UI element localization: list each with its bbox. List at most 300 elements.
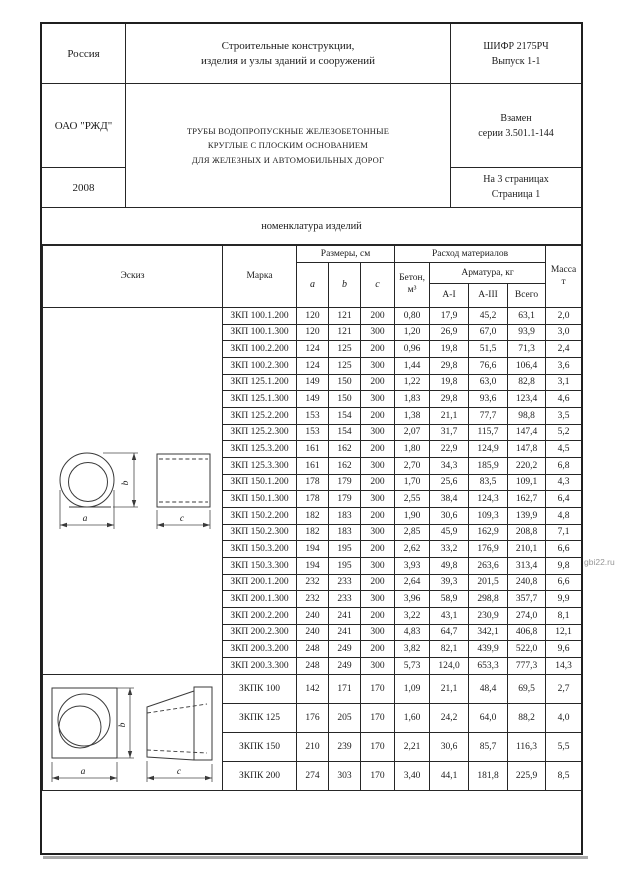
value-cell: 2,4 xyxy=(546,341,582,358)
col-group-rebar: Арматура, кг xyxy=(430,263,546,284)
value-cell: 300 xyxy=(361,424,395,441)
country-cell xyxy=(42,24,126,84)
value-cell: 9,6 xyxy=(546,641,582,658)
col-group-dimensions: Размеры, см xyxy=(297,246,395,263)
value-cell: 1,83 xyxy=(395,391,430,408)
value-cell: 170 xyxy=(361,762,395,791)
cipher-code: ШИФР 2175РЧ xyxy=(483,40,549,52)
value-cell: 248 xyxy=(297,641,329,658)
pages-count: На 3 страницах xyxy=(483,174,549,185)
value-cell: 406,8 xyxy=(508,624,546,641)
value-cell: 4,6 xyxy=(546,391,582,408)
value-cell: 5,5 xyxy=(546,733,582,762)
value-cell: 300 xyxy=(361,624,395,641)
value-cell: 3,40 xyxy=(395,762,430,791)
value-cell: 63,1 xyxy=(508,308,546,325)
value-cell: 150 xyxy=(329,374,361,391)
dim-a-label: a xyxy=(82,514,88,524)
value-cell: 178 xyxy=(297,491,329,508)
sheet-frame xyxy=(40,22,583,855)
value-cell: 249 xyxy=(329,641,361,658)
value-cell: 25,6 xyxy=(430,474,469,491)
value-cell: 125 xyxy=(329,341,361,358)
header-row-groups xyxy=(43,246,582,263)
value-cell: 161 xyxy=(297,441,329,458)
value-cell: 210 xyxy=(297,733,329,762)
value-cell: 2,85 xyxy=(395,524,430,541)
col-header-dim-c xyxy=(361,263,395,308)
value-cell: 150 xyxy=(329,391,361,408)
value-cell: 522,0 xyxy=(508,641,546,658)
value-cell: 1,20 xyxy=(395,324,430,341)
nomenclature-table xyxy=(42,245,582,791)
value-cell: 154 xyxy=(329,408,361,425)
value-cell: 1,60 xyxy=(395,704,430,733)
value-cell: 300 xyxy=(361,524,395,541)
mark-cell: ЗКП 150.1.200 xyxy=(223,474,297,491)
value-cell: 200 xyxy=(361,474,395,491)
value-cell: 1,80 xyxy=(395,441,430,458)
value-cell: 170 xyxy=(361,704,395,733)
value-cell: 300 xyxy=(361,658,395,675)
value-cell: 82,8 xyxy=(508,374,546,391)
value-cell: 77,7 xyxy=(469,408,508,425)
table-row xyxy=(43,308,582,325)
value-cell: 115,7 xyxy=(469,424,508,441)
zkp-rows-body xyxy=(43,308,582,675)
value-cell: 274,0 xyxy=(508,608,546,625)
zkp-pipe-sketch xyxy=(43,308,223,674)
value-cell: 98,8 xyxy=(508,408,546,425)
dim-c-letter: c xyxy=(375,279,380,291)
value-cell: 45,9 xyxy=(430,524,469,541)
value-cell: 200 xyxy=(361,641,395,658)
value-cell: 233 xyxy=(329,591,361,608)
value-cell: 200 xyxy=(361,441,395,458)
value-cell: 29,8 xyxy=(430,391,469,408)
col-header-mass xyxy=(546,246,582,308)
dim-b-label: b xyxy=(121,480,131,486)
value-cell: 124 xyxy=(297,358,329,375)
value-cell: 124 xyxy=(297,341,329,358)
value-cell: 63,0 xyxy=(469,374,508,391)
value-cell: 300 xyxy=(361,391,395,408)
value-cell: 4,8 xyxy=(546,508,582,525)
value-cell: 45,2 xyxy=(469,308,508,325)
value-cell: 153 xyxy=(297,408,329,425)
value-cell: 170 xyxy=(361,675,395,704)
value-cell: 170 xyxy=(361,733,395,762)
replaces-line2: серии 3.501.1-144 xyxy=(478,127,554,139)
zkpk-rows-body xyxy=(43,675,582,791)
value-cell: 12,1 xyxy=(546,624,582,641)
value-cell: 76,6 xyxy=(469,358,508,375)
value-cell: 109,1 xyxy=(508,474,546,491)
value-cell: 2,07 xyxy=(395,424,430,441)
col-header-dim-b xyxy=(329,263,361,308)
value-cell: 21,1 xyxy=(430,675,469,704)
col-header-dim-a xyxy=(297,263,329,308)
value-cell: 5,2 xyxy=(546,424,582,441)
country-label: Россия xyxy=(67,47,100,60)
page-number: Страница 1 xyxy=(491,188,541,200)
organization-label: ОАО "РЖД" xyxy=(54,119,113,132)
value-cell: 17,9 xyxy=(430,308,469,325)
mark-cell: ЗКП 150.2.300 xyxy=(223,524,297,541)
section-title-band xyxy=(42,208,581,245)
value-cell: 195 xyxy=(329,541,361,558)
value-cell: 142 xyxy=(297,675,329,704)
value-cell: 225,9 xyxy=(508,762,546,791)
mark-cell: ЗКПК 125 xyxy=(223,704,297,733)
value-cell: 67,0 xyxy=(469,324,508,341)
mark-cell: ЗКП 200.2.200 xyxy=(223,608,297,625)
section-title: номенклатура изделий xyxy=(261,220,362,232)
value-cell: 171 xyxy=(329,675,361,704)
mark-cell: ЗКПК 100 xyxy=(223,675,297,704)
value-cell: 182 xyxy=(297,524,329,541)
value-cell: 2,70 xyxy=(395,458,430,475)
value-cell: 183 xyxy=(329,508,361,525)
value-cell: 58,9 xyxy=(430,591,469,608)
value-cell: 123,4 xyxy=(508,391,546,408)
value-cell: 230,9 xyxy=(469,608,508,625)
value-cell: 179 xyxy=(329,474,361,491)
value-cell: 48,4 xyxy=(469,675,508,704)
value-cell: 4,3 xyxy=(546,474,582,491)
value-cell: 69,5 xyxy=(508,675,546,704)
mark-cell: ЗКП 150.3.200 xyxy=(223,541,297,558)
value-cell: 7,1 xyxy=(546,524,582,541)
value-cell: 2,64 xyxy=(395,574,430,591)
value-cell: 3,6 xyxy=(546,358,582,375)
value-cell: 64,7 xyxy=(430,624,469,641)
value-cell: 124,3 xyxy=(469,491,508,508)
value-cell: 342,1 xyxy=(469,624,508,641)
value-cell: 147,4 xyxy=(508,424,546,441)
value-cell: 64,0 xyxy=(469,704,508,733)
value-cell: 9,9 xyxy=(546,591,582,608)
mark-cell: ЗКП 100.2.300 xyxy=(223,358,297,375)
value-cell: 205 xyxy=(329,704,361,733)
value-cell: 139,9 xyxy=(508,508,546,525)
mark-cell: ЗКП 150.3.300 xyxy=(223,558,297,575)
subject-line1: Строительные конструкции, xyxy=(221,39,355,52)
value-cell: 147,8 xyxy=(508,441,546,458)
value-cell: 153 xyxy=(297,424,329,441)
value-cell: 6,6 xyxy=(546,541,582,558)
value-cell: 120 xyxy=(297,324,329,341)
value-cell: 83,5 xyxy=(469,474,508,491)
value-cell: 82,1 xyxy=(430,641,469,658)
value-cell: 201,5 xyxy=(469,574,508,591)
value-cell: 233 xyxy=(329,574,361,591)
mark-cell: ЗКП 125.1.200 xyxy=(223,374,297,391)
title-line2: КРУГЛЫЕ С ПЛОСКИМ ОСНОВАНИЕМ xyxy=(207,140,369,151)
value-cell: 274 xyxy=(297,762,329,791)
dim-b-label: b xyxy=(118,722,128,727)
value-cell: 162 xyxy=(329,458,361,475)
organization-cell xyxy=(42,84,126,168)
mark-cell: ЗКПК 200 xyxy=(223,762,297,791)
mark-cell: ЗКП 125.1.300 xyxy=(223,391,297,408)
value-cell: 300 xyxy=(361,591,395,608)
value-cell: 182 xyxy=(297,508,329,525)
value-cell: 313,4 xyxy=(508,558,546,575)
col-group-materials: Расход материалов xyxy=(395,246,546,263)
value-cell: 777,3 xyxy=(508,658,546,675)
dim-a-label: a xyxy=(80,766,86,777)
mark-cell: ЗКП 100.1.300 xyxy=(223,324,297,341)
value-cell: 9,8 xyxy=(546,558,582,575)
value-cell: 93,9 xyxy=(508,324,546,341)
value-cell: 3,22 xyxy=(395,608,430,625)
value-cell: 44,1 xyxy=(430,762,469,791)
value-cell: 34,3 xyxy=(430,458,469,475)
value-cell: 200 xyxy=(361,374,395,391)
value-cell: 38,4 xyxy=(430,491,469,508)
value-cell: 149 xyxy=(297,374,329,391)
title-block xyxy=(42,24,581,208)
value-cell: 240 xyxy=(297,608,329,625)
value-cell: 0,96 xyxy=(395,341,430,358)
mass-label-line1: Масса xyxy=(550,264,577,275)
value-cell: 220,2 xyxy=(508,458,546,475)
value-cell: 194 xyxy=(297,558,329,575)
empty-footer-box xyxy=(42,791,581,852)
value-cell: 239 xyxy=(329,733,361,762)
col-header-concrete xyxy=(395,263,430,308)
value-cell: 121 xyxy=(329,308,361,325)
sketch-cell xyxy=(43,675,223,791)
value-cell: 120 xyxy=(297,308,329,325)
value-cell: 1,38 xyxy=(395,408,430,425)
mark-cell: ЗКП 150.1.300 xyxy=(223,491,297,508)
value-cell: 3,5 xyxy=(546,408,582,425)
dim-b-letter: b xyxy=(342,279,347,291)
value-cell: 0,80 xyxy=(395,308,430,325)
value-cell: 200 xyxy=(361,541,395,558)
dim-c-label: c xyxy=(176,766,182,777)
dim-a-letter: a xyxy=(310,279,315,291)
value-cell: 161 xyxy=(297,458,329,475)
value-cell: 200 xyxy=(361,508,395,525)
value-cell: 85,7 xyxy=(469,733,508,762)
issue-number: Выпуск 1-1 xyxy=(491,55,541,67)
zkpk-end-section-sketch xyxy=(43,676,223,790)
value-cell: 300 xyxy=(361,558,395,575)
year-cell xyxy=(42,168,126,207)
mark-cell: ЗКП 200.1.300 xyxy=(223,591,297,608)
value-cell: 303 xyxy=(329,762,361,791)
page-edge-shadow xyxy=(43,856,588,859)
mark-cell: ЗКП 125.2.200 xyxy=(223,408,297,425)
mark-cell: ЗКП 125.3.300 xyxy=(223,458,297,475)
value-cell: 106,4 xyxy=(508,358,546,375)
table-header xyxy=(43,246,582,308)
mark-cell: ЗКП 200.3.200 xyxy=(223,641,297,658)
cipher-cell xyxy=(451,24,581,84)
watermark-text: gbi22.ru xyxy=(584,557,615,567)
value-cell: 43,1 xyxy=(430,608,469,625)
value-cell: 162,7 xyxy=(508,491,546,508)
value-cell: 2,62 xyxy=(395,541,430,558)
value-cell: 71,3 xyxy=(508,341,546,358)
value-cell: 200 xyxy=(361,308,395,325)
value-cell: 298,8 xyxy=(469,591,508,608)
value-cell: 300 xyxy=(361,358,395,375)
value-cell: 3,96 xyxy=(395,591,430,608)
value-cell: 357,7 xyxy=(508,591,546,608)
value-cell: 31,7 xyxy=(430,424,469,441)
mark-cell: ЗКП 125.3.200 xyxy=(223,441,297,458)
value-cell: 263,6 xyxy=(469,558,508,575)
value-cell: 124,9 xyxy=(469,441,508,458)
value-cell: 1,70 xyxy=(395,474,430,491)
value-cell: 179 xyxy=(329,491,361,508)
value-cell: 300 xyxy=(361,324,395,341)
value-cell: 249 xyxy=(329,658,361,675)
value-cell: 30,6 xyxy=(430,733,469,762)
value-cell: 5,73 xyxy=(395,658,430,675)
value-cell: 149 xyxy=(297,391,329,408)
col-header-sketch: Эскиз xyxy=(43,246,223,308)
value-cell: 8,1 xyxy=(546,608,582,625)
value-cell: 3,82 xyxy=(395,641,430,658)
col-header-rebar-aiii: А-III xyxy=(469,284,508,308)
value-cell: 14,3 xyxy=(546,658,582,675)
value-cell: 6,8 xyxy=(546,458,582,475)
value-cell: 232 xyxy=(297,591,329,608)
value-cell: 21,1 xyxy=(430,408,469,425)
value-cell: 248 xyxy=(297,658,329,675)
pages-cell xyxy=(451,168,581,207)
value-cell: 24,2 xyxy=(430,704,469,733)
mark-cell: ЗКП 200.1.200 xyxy=(223,574,297,591)
value-cell: 26,9 xyxy=(430,324,469,341)
value-cell: 30,6 xyxy=(430,508,469,525)
concrete-label-line1: Бетон, xyxy=(399,273,425,284)
subject-cell xyxy=(126,24,451,84)
value-cell: 154 xyxy=(329,424,361,441)
value-cell: 1,22 xyxy=(395,374,430,391)
col-header-mark: Марка xyxy=(223,246,297,308)
year-label: 2008 xyxy=(72,181,95,194)
subject-line2: изделия и узлы зданий и сооружений xyxy=(200,54,376,67)
value-cell: 124,0 xyxy=(430,658,469,675)
dim-c-label: c xyxy=(179,514,185,524)
value-cell: 162 xyxy=(329,441,361,458)
mark-cell: ЗКПК 150 xyxy=(223,733,297,762)
value-cell: 210,1 xyxy=(508,541,546,558)
value-cell: 185,9 xyxy=(469,458,508,475)
value-cell: 232 xyxy=(297,574,329,591)
value-cell: 4,0 xyxy=(546,704,582,733)
value-cell: 49,8 xyxy=(430,558,469,575)
value-cell: 241 xyxy=(329,624,361,641)
value-cell: 3,93 xyxy=(395,558,430,575)
value-cell: 194 xyxy=(297,541,329,558)
value-cell: 3,0 xyxy=(546,324,582,341)
mark-cell: ЗКП 200.2.300 xyxy=(223,624,297,641)
value-cell: 51,5 xyxy=(469,341,508,358)
value-cell: 176 xyxy=(297,704,329,733)
mark-cell: ЗКП 100.2.200 xyxy=(223,341,297,358)
value-cell: 200 xyxy=(361,608,395,625)
value-cell: 241 xyxy=(329,608,361,625)
col-header-rebar-total: Всего xyxy=(508,284,546,308)
value-cell: 125 xyxy=(329,358,361,375)
value-cell: 195 xyxy=(329,558,361,575)
value-cell: 6,4 xyxy=(546,491,582,508)
value-cell: 181,8 xyxy=(469,762,508,791)
value-cell: 109,3 xyxy=(469,508,508,525)
value-cell: 240,8 xyxy=(508,574,546,591)
value-cell: 4,83 xyxy=(395,624,430,641)
mass-label-line2: т xyxy=(561,276,566,287)
value-cell: 1,09 xyxy=(395,675,430,704)
value-cell: 33,2 xyxy=(430,541,469,558)
replaces-cell xyxy=(451,84,581,168)
value-cell: 1,90 xyxy=(395,508,430,525)
table-row xyxy=(43,675,582,704)
sketch-cell xyxy=(43,308,223,675)
value-cell: 19,8 xyxy=(430,374,469,391)
value-cell: 439,9 xyxy=(469,641,508,658)
title-line1: ТРУБЫ ВОДОПРОПУСКНЫЕ ЖЕЛЕЗОБЕТОННЫЕ xyxy=(186,126,390,137)
value-cell: 2,0 xyxy=(546,308,582,325)
value-cell: 22,9 xyxy=(430,441,469,458)
mark-cell: ЗКП 125.2.300 xyxy=(223,424,297,441)
value-cell: 178 xyxy=(297,474,329,491)
document-title-cell xyxy=(126,84,451,207)
value-cell: 19,8 xyxy=(430,341,469,358)
value-cell: 1,44 xyxy=(395,358,430,375)
value-cell: 8,5 xyxy=(546,762,582,791)
value-cell: 183 xyxy=(329,524,361,541)
mark-cell: ЗКП 200.3.300 xyxy=(223,658,297,675)
title-line3: ДЛЯ ЖЕЛЕЗНЫХ И АВТОМОБИЛЬНЫХ ДОРОГ xyxy=(191,154,385,165)
value-cell: 121 xyxy=(329,324,361,341)
col-header-rebar-ai: А-I xyxy=(430,284,469,308)
value-cell: 93,6 xyxy=(469,391,508,408)
value-cell: 2,55 xyxy=(395,491,430,508)
value-cell: 2,7 xyxy=(546,675,582,704)
value-cell: 208,8 xyxy=(508,524,546,541)
value-cell: 200 xyxy=(361,341,395,358)
replaces-line1: Взамен xyxy=(500,112,532,124)
mark-cell: ЗКП 100.1.200 xyxy=(223,308,297,325)
value-cell: 240 xyxy=(297,624,329,641)
value-cell: 200 xyxy=(361,408,395,425)
value-cell: 88,2 xyxy=(508,704,546,733)
value-cell: 300 xyxy=(361,491,395,508)
concrete-label-line2: м³ xyxy=(407,285,417,295)
value-cell: 200 xyxy=(361,574,395,591)
value-cell: 176,9 xyxy=(469,541,508,558)
value-cell: 116,3 xyxy=(508,733,546,762)
value-cell: 2,21 xyxy=(395,733,430,762)
value-cell: 29,8 xyxy=(430,358,469,375)
mark-cell: ЗКП 150.2.200 xyxy=(223,508,297,525)
value-cell: 3,1 xyxy=(546,374,582,391)
value-cell: 39,3 xyxy=(430,574,469,591)
value-cell: 162,9 xyxy=(469,524,508,541)
value-cell: 6,6 xyxy=(546,574,582,591)
value-cell: 4,5 xyxy=(546,441,582,458)
value-cell: 653,3 xyxy=(469,658,508,675)
value-cell: 300 xyxy=(361,458,395,475)
